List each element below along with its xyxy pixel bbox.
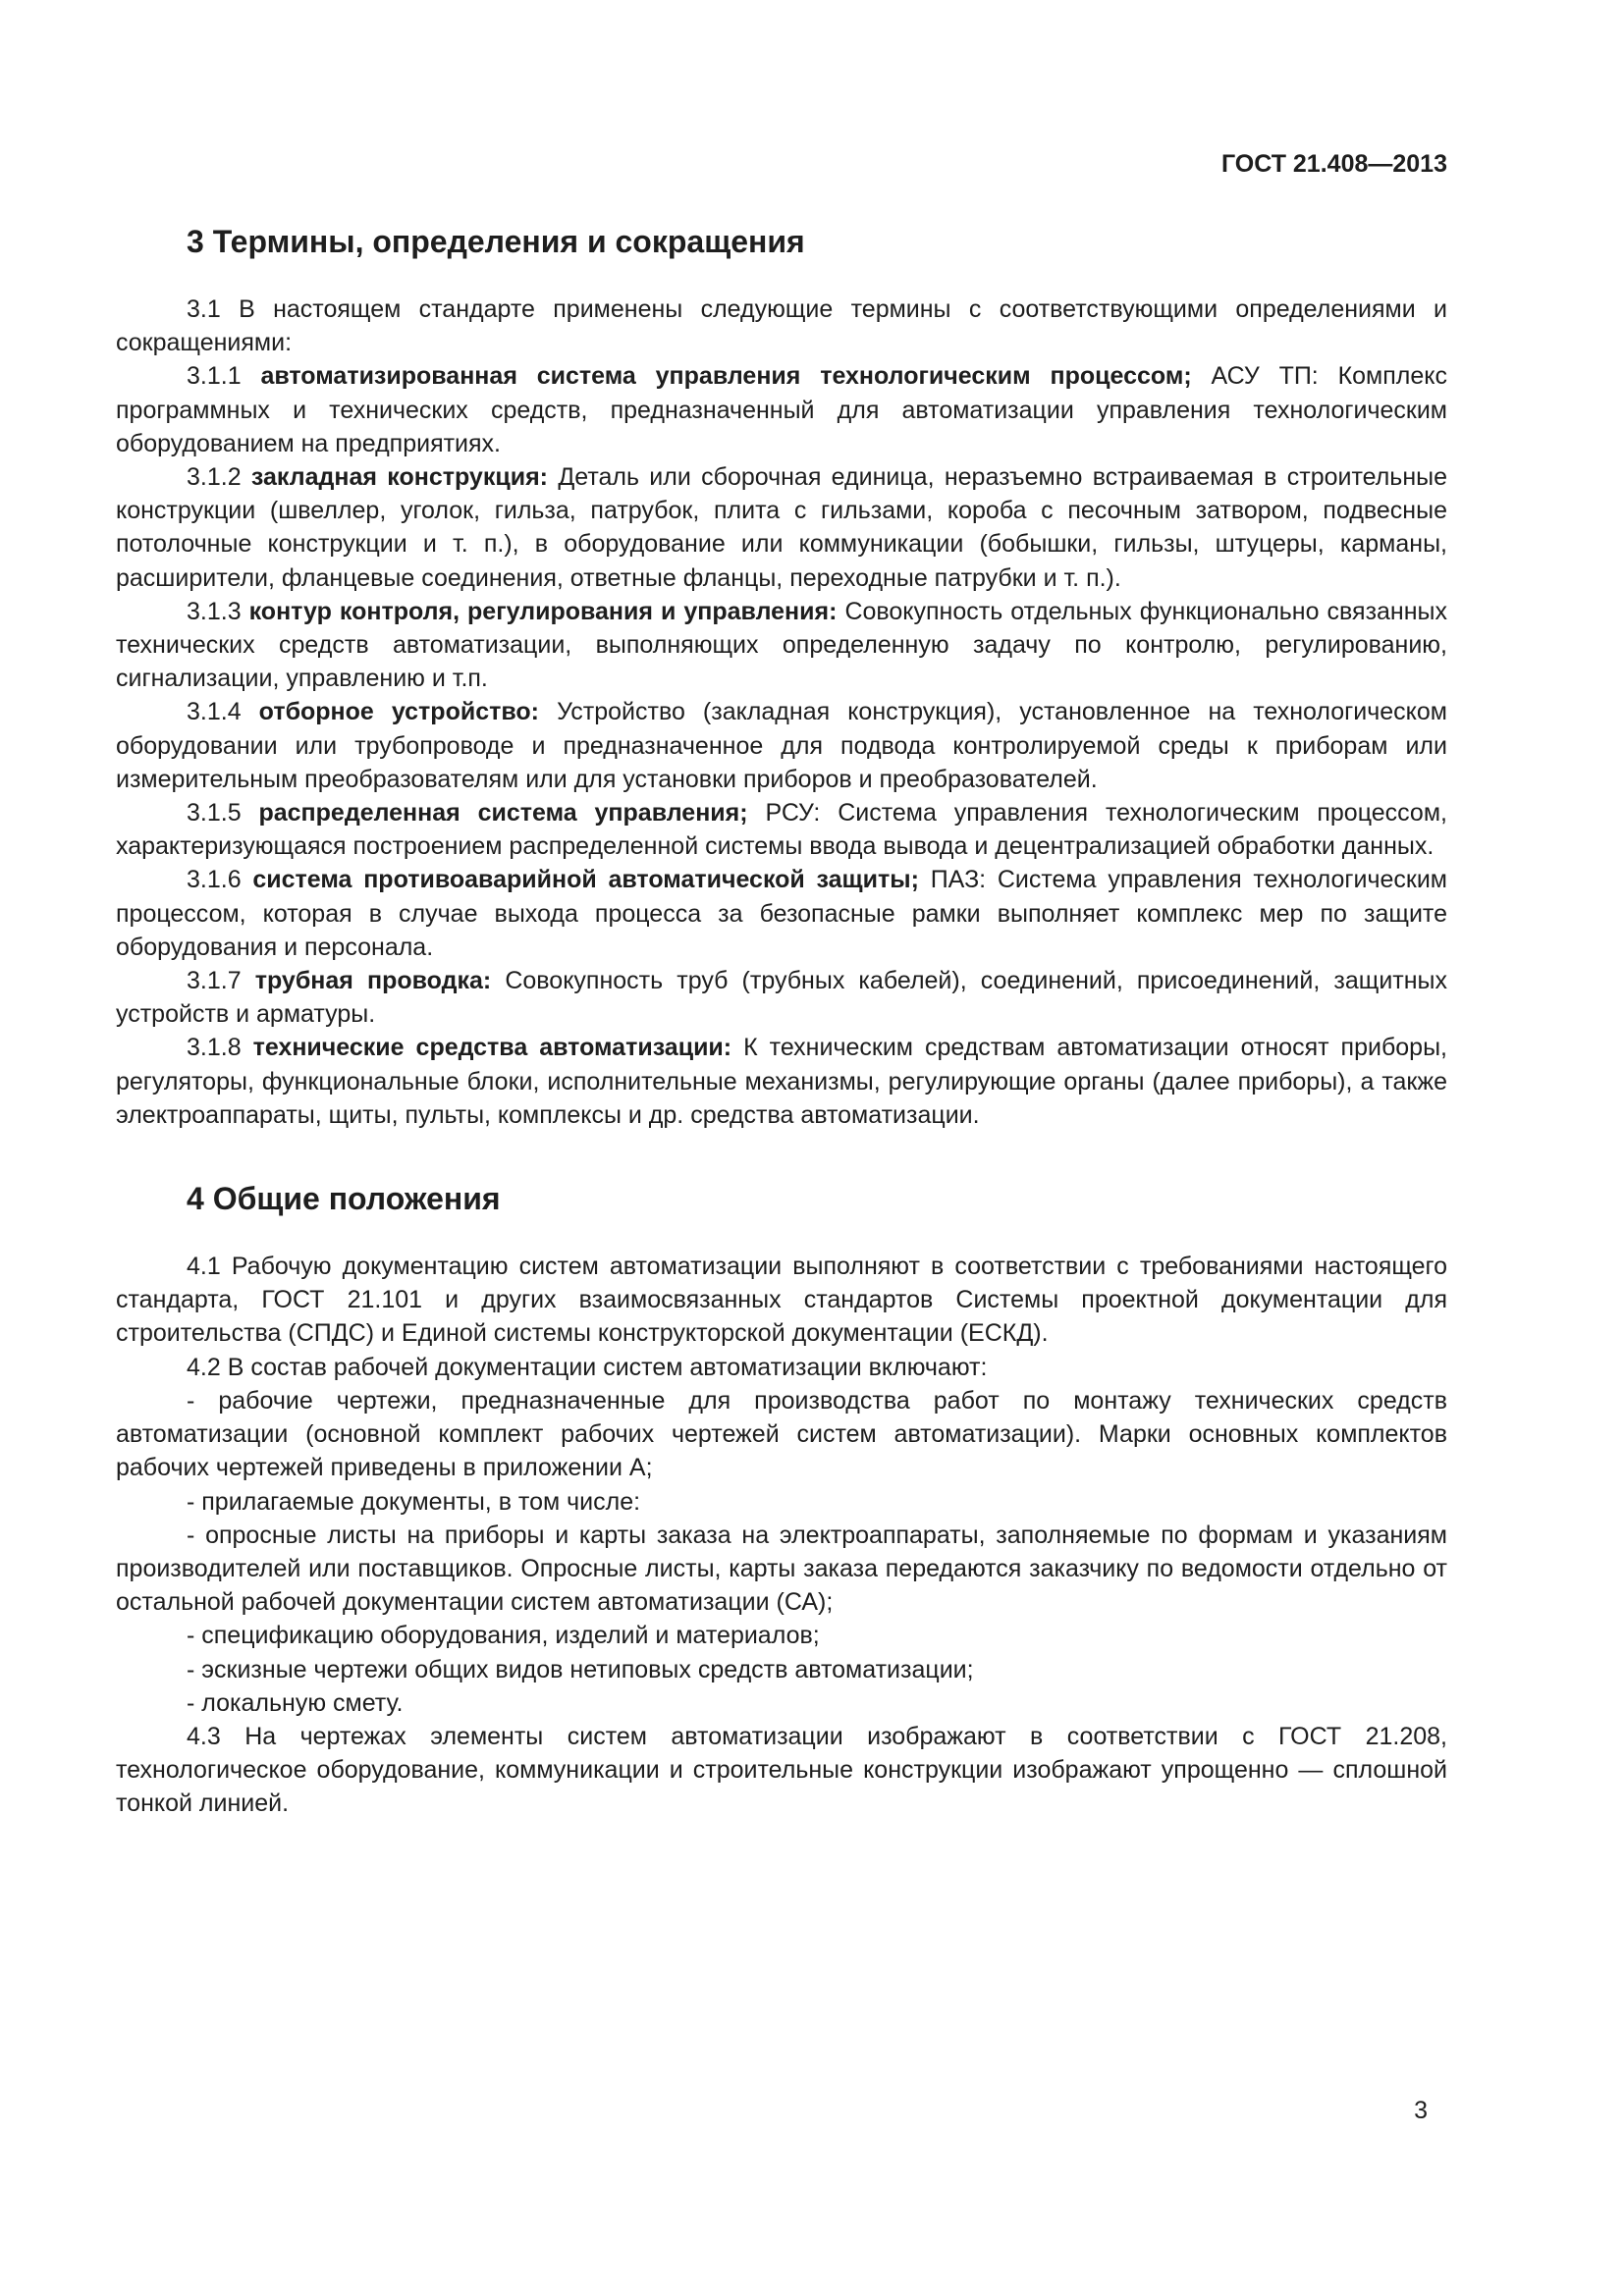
term-name: трубная проводка: xyxy=(254,967,492,995)
list-item: - рабочие чертежи, предназначенные для производства работ по монтажу технических средств автоматизации (основной комплект рабочих чертежей систем автоматизации). Марки основных комплектов рабочих чертежей приведены в приложении А; xyxy=(116,1386,1447,1482)
list-item: - прилагаемые документы, в том числе: xyxy=(187,1487,641,1516)
paragraph-4-2: 4.2 В состав рабочей документации систем автоматизации включают: xyxy=(187,1353,988,1381)
page-content xyxy=(116,221,1447,1821)
paragraph-3-1: 3.1 В настоящем стандарте применены следующие термины с соответствующими определениями и сокращениями: xyxy=(116,295,1447,357)
term-name: распределенная система управления; xyxy=(258,799,748,828)
list-item: - локальную смету. xyxy=(187,1688,404,1717)
page-number: 3 xyxy=(1414,2097,1428,2124)
term-number: 3.1.1 xyxy=(187,362,242,391)
term-3-1-2 xyxy=(116,460,1447,595)
term-number: 3.1.3 xyxy=(187,597,242,625)
section-3 xyxy=(116,221,1447,1132)
term-name: закладная конструкция: xyxy=(250,463,548,492)
term-number: 3.1.2 xyxy=(187,463,242,492)
term-definition: Совокупность отдельных функционально связанных технических средств автоматизации, выполняющих определенную задачу по контролю, регулированию, сигнализации, управлению и т.п. xyxy=(116,597,1448,693)
term-number: 3.1.5 xyxy=(187,799,242,828)
term-name: система противоаварийной автоматической защиты; xyxy=(252,866,919,894)
term-3-1-6 xyxy=(116,863,1447,964)
term-definition: Совокупность труб (трубных кабелей), соединений, присоединений, защитных устройств и арматуры. xyxy=(116,967,1448,1029)
term-number: 3.1.4 xyxy=(187,698,242,726)
list-item: - опросные листы на приборы и карты заказа на электроаппараты, заполняемые по формам и указаниям производителей или поставщиков. Опросные листы, карты заказа передаются заказчику по ведомости отдельно от остальной рабочей документации систем автоматизации (СА); xyxy=(116,1521,1447,1617)
term-name: контур контроля, регулирования и управления: xyxy=(248,597,838,625)
paragraph-4-1: 4.1 Рабочую документацию систем автоматизации выполняют в соответствии с требованиями настоящего стандарта, ГОСТ 21.101 и других взаимосвязанных стандартов Системы проектной документации для строительства (СПДС) и Единой системы конструкторской документации (ЕСКД). xyxy=(116,1253,1447,1348)
term-3-1-3 xyxy=(116,595,1447,696)
list-item: - спецификацию оборудования, изделий и материалов; xyxy=(187,1622,820,1650)
list-item: - эскизные чертежи общих видов нетиповых средств автоматизации; xyxy=(187,1655,974,1683)
term-name: технические средства автоматизации: xyxy=(252,1034,732,1062)
term-number: 3.1.6 xyxy=(187,866,242,894)
term-name: отборное устройство: xyxy=(258,698,539,726)
term-3-1-7 xyxy=(116,964,1447,1031)
term-definition: РСУ: Система управления технологическим процессом, характеризующаяся построением распределенной системы ввода вывода и децентрализацией обработки данных. xyxy=(116,799,1447,861)
term-definition: АСУ ТП: Комплекс программных и технических средств, предназначенный для автоматизации управления технологическим оборудованием на предприятиях. xyxy=(116,362,1447,457)
section-4-title: 4 Общие положения xyxy=(187,1181,501,1217)
term-number: 3.1.8 xyxy=(187,1034,242,1062)
term-3-1-5 xyxy=(116,796,1447,863)
term-3-1-8 xyxy=(116,1031,1447,1132)
term-definition: Деталь или сборочная единица, неразъемно встраиваемая в строительные конструкции (швеллер, уголок, гильза, патрубок, плита с гильзами, короба с песочным затвором, подвесные потолочные конструкции и т. п.), в оборудование или коммуникации (бобышки, гильзы, штуцеры, карманы, расширители, фланцевые соединения, ответные фланцы, переходные патрубки и т. п.). xyxy=(116,463,1448,592)
section-3-title: 3 Термины, определения и сокращения xyxy=(187,224,805,259)
term-definition: К техническим средствам автоматизации относят приборы, регуляторы, функциональные блоки, исполнительные механизмы, регулирующие органы (далее приборы), а также электроаппараты, щиты, пульты, комплексы и др. средства автоматизации. xyxy=(116,1034,1447,1129)
term-3-1-1 xyxy=(116,359,1447,460)
term-number: 3.1.7 xyxy=(187,967,242,995)
term-name: автоматизированная система управления технологическим процессом; xyxy=(260,362,1192,391)
term-definition: Устройство (закладная конструкция), установленное на технологическом оборудовании или трубопроводе и предназначенное для подвода контролируемой среды к приборам или измерительным преобразователям или для установки приборов и преобразователей. xyxy=(116,698,1447,793)
paragraph-4-3: 4.3 На чертежах элементы систем автоматизации изображают в соответствии с ГОСТ 21.208, технологическое оборудование, коммуникации и строительные конструкции изображают упрощенно — сплошной тонкой линией. xyxy=(116,1722,1447,1818)
term-definition: ПАЗ: Система управления технологическим процессом, которая в случае выхода процесса за безопасные рамки выполняет комплекс мер по защите оборудования и персонала. xyxy=(116,866,1447,961)
section-4 xyxy=(116,1178,1447,1820)
document-code: ГОСТ 21.408—2013 xyxy=(1220,150,1447,178)
term-3-1-4 xyxy=(116,695,1447,796)
